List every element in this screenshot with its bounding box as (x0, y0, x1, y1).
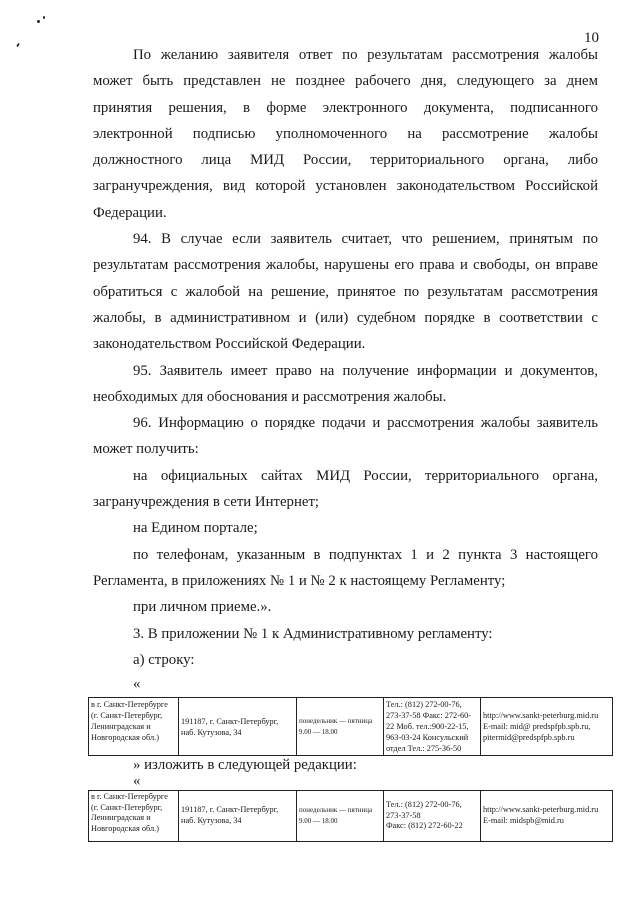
cell-line: 9.00 — 18.00 (299, 817, 338, 825)
table-row (89, 698, 613, 756)
paragraph-unified-portal (93, 515, 598, 541)
cell-line: в г. Санкт-Петербурге (91, 792, 168, 801)
paragraph-line: законодательством Российской Федерации. (93, 336, 366, 353)
cell-line: Тел.: (812) 272-00-76, (386, 800, 462, 810)
paragraph-line: жалобы, в административном и (или) судебном порядке в соответствии с (93, 309, 598, 326)
paragraph-96 (93, 410, 598, 463)
cell-line: понедельник — пятница (299, 716, 373, 725)
cell-line: 273-37-58 (386, 810, 421, 820)
cell-line: http://www.sankt-peterburg.mid.ru (483, 711, 599, 720)
cell-line: pitermid@predspfpb.spb.ru (483, 733, 575, 742)
cell-region (89, 791, 179, 842)
cell-region (89, 698, 179, 756)
cell-address (179, 791, 297, 842)
cell-line: Новгородская обл.) (91, 733, 159, 742)
page-number: 10 (584, 30, 599, 46)
table-row (89, 791, 613, 842)
paragraph-line: загранучреждения, вид которой установлен законодательством Российской (93, 178, 598, 195)
cell-line: 191187, г. Санкт-Петербург, (181, 805, 279, 815)
paragraph-in-person (93, 594, 598, 620)
paragraph-item-a (93, 647, 598, 673)
paragraph-94 (93, 226, 598, 357)
cell-line: 9.00 — 18.00 (299, 727, 338, 736)
paragraph-line: Регламента, в приложениях № 1 и № 2 к настоящему Регламенту; (93, 572, 506, 589)
cell-line: http://www.sankt-peterburg.mid.ru (483, 805, 599, 815)
cell-line: отдел Тел.: 275-36-50 (386, 744, 462, 753)
paragraph-line: по телефонам, указанным в подпунктах 1 и 2 пункта 3 настоящего (133, 546, 598, 563)
cell-line: (г. Санкт-Петербург, (91, 711, 163, 720)
paragraph-appendix-1 (93, 621, 598, 647)
paragraph-line: а) строку: (133, 651, 195, 668)
cell-line: наб. Кутузова, 34 (181, 816, 242, 825)
cell-line: 191187, г. Санкт-Петербург, (181, 716, 279, 726)
cell-line: 963-03-24 Консульский (386, 733, 469, 742)
cell-line: Тел.: (812) 272-00-76, (386, 700, 462, 709)
cell-hours (297, 698, 384, 756)
paragraph-line: обратиться с жалобой на решение, принятое по результатам рассмотрения (93, 283, 598, 300)
cell-hours (297, 791, 384, 842)
paragraph-line: должностного лица МИД России, территориального органа, либо (93, 152, 598, 169)
cell-web (481, 791, 613, 842)
office-table-new (88, 790, 613, 842)
cell-phones (384, 698, 481, 756)
paragraph-line: электронной подписью уполномоченного на рассмотрение жалобы (93, 125, 598, 142)
scan-speck (37, 20, 40, 23)
paragraph-line: на официальных сайтах МИД России, территориального органа, (133, 467, 598, 484)
paragraph-line: 96. Информацию о порядке подачи и рассмотрения жалобы заявитель (133, 415, 598, 432)
scan-speck (43, 16, 45, 19)
paragraph-line: 95. Заявитель имеет право на получение информации и документов, (133, 362, 598, 379)
cell-line: E-mail: mid@ predspfpb.spb.ru, (483, 722, 591, 731)
replace-instruction: » изложить в следующей редакции: (133, 757, 357, 773)
cell-line: E-mail: midspb@mid.ru (483, 816, 564, 825)
paragraph-official-sites (93, 463, 598, 516)
paragraph-line: 3. В приложении № 1 к Административному регламенту: (133, 625, 493, 642)
paragraph-95 (93, 358, 598, 411)
paragraph-line: при личном приеме.». (133, 599, 272, 616)
paragraph-line: необходимых для обоснования и рассмотрения жалобы. (93, 388, 447, 405)
paragraph-line: может получить: (93, 441, 199, 458)
opening-quote: « (133, 676, 141, 692)
cell-address (179, 698, 297, 756)
cell-line: Факс: (812) 272-60-22 (386, 821, 463, 831)
paragraph-line: По желанию заявителя ответ по результатам рассмотрения жалобы (133, 47, 598, 63)
scan-speck (16, 43, 20, 47)
office-table-old (88, 697, 613, 756)
paragraph-line: может быть представлен не позднее рабочего дня, следующего за днем (93, 73, 598, 90)
cell-web (481, 698, 613, 756)
cell-line: (г. Санкт-Петербург, (91, 802, 163, 812)
cell-line: в г. Санкт-Петербурге (91, 700, 168, 709)
opening-quote: « (133, 773, 141, 789)
paragraph-response-option (93, 42, 598, 226)
cell-line: Новгородская обл.) (91, 823, 159, 833)
cell-line: понедельник — пятница (299, 806, 373, 815)
cell-line: 273-37-58 Факс: 272-60- (386, 711, 472, 720)
document-body (93, 42, 598, 673)
paragraph-line: принятия решения, в форме электронного документа, подписанного (93, 99, 598, 116)
paragraph-line: результатам рассмотрения жалобы, нарушены его права и свободы, он вправе (93, 257, 598, 274)
paragraph-line: на Едином портале; (133, 520, 258, 537)
cell-phones (384, 791, 481, 842)
cell-line: наб. Кутузова, 34 (181, 727, 242, 737)
paragraph-line: Федерации. (93, 204, 167, 221)
paragraph-line: загранучреждения в сети Интернет; (93, 494, 320, 511)
cell-line: Ленинградская и (91, 722, 151, 731)
cell-line: 22 Моб. тел.:900-22-15, (386, 722, 469, 731)
cell-line: Ленинградская и (91, 813, 151, 823)
paragraph-phones (93, 542, 598, 595)
paragraph-line: 94. В случае если заявитель считает, что решением, принятым по (133, 231, 598, 248)
